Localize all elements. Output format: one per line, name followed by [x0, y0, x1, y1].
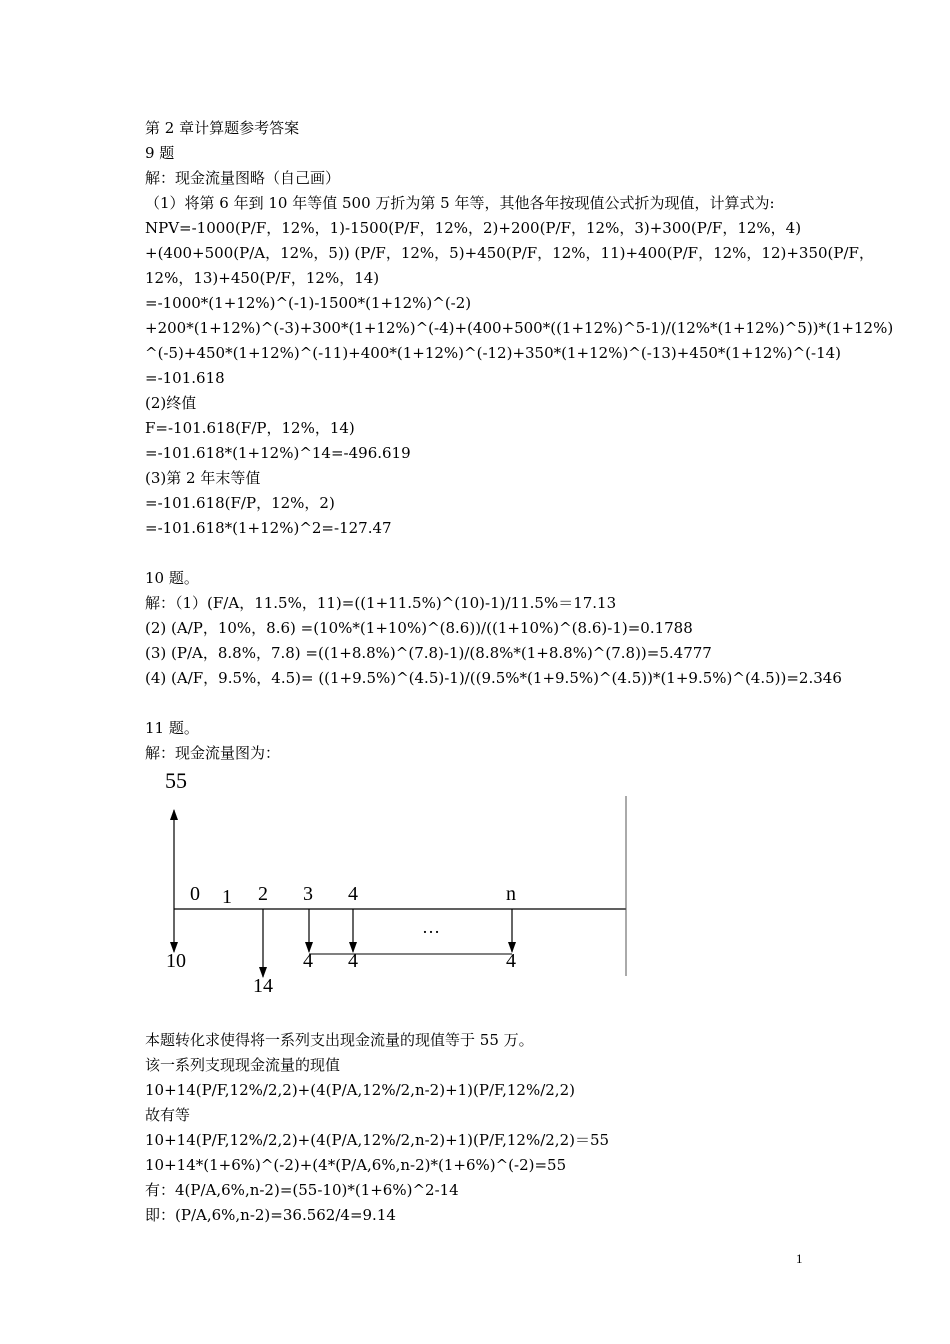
formula-line: =-101.618(F/P，12%，2) [145, 494, 335, 512]
period-label-3: 3 [303, 883, 313, 905]
text-line: 解：现金流量图为： [145, 744, 281, 762]
inflow-arrowhead [170, 809, 178, 820]
page-title: 第 2 章计算题参考答案 [145, 119, 300, 137]
page-content [145, 116, 894, 1228]
text-line: （1）将第 6 年到 10 年等值 500 万折为第 5 年等，其他各年按现值公式折为现值，计算式为: [145, 194, 775, 212]
formula-line: (3) (P/A，8.8%，7.8) =((1+8.8%)^(7.8)-1)/(8.8%*(1+8.8%)^(7.8))=5.4777 [145, 644, 712, 662]
page-number: 1 [796, 1251, 803, 1266]
text-line: 该一系列支现现金流量的现值 [145, 1056, 341, 1074]
ellipsis: … [422, 917, 440, 937]
formula-line: 有：4(P/A,6%,n-2)=(55-10)*(1+6%)^2-14 [145, 1181, 459, 1199]
formula-line: (4) (A/F，9.5%，4.5)= ((1+9.5%)^(4.5)-1)/((9.5%*(1+9.5%)^(4.5))*(1+9.5%)^(4.5))=2.346 [145, 669, 842, 687]
formula-line: (2) (A/P，10%，8.6) =(10%*(1+10%)^(8.6))/((1+10%)^(8.6)-1)=0.1788 [145, 619, 693, 637]
subheading-line: (3)第 2 年末等值 [145, 469, 261, 487]
formula-line: ^(-5)+450*(1+12%)^(-11)+400*(1+12%)^(-12)+350*(1+12%)^(-13)+450*(1+12%)^(-14) [145, 344, 842, 362]
outflow-label-3: 4 [303, 950, 313, 972]
outflow-label-n: 4 [506, 950, 516, 972]
period-label-0: 0 [190, 883, 200, 905]
formula-line: 12%，13)+450(P/F，12%，14) [145, 269, 380, 287]
formula-line: 10+14(P/F,12%/2,2)+(4(P/A,12%/2,n-2)+1)(P/F,12%/2,2)＝55 [145, 1131, 610, 1149]
spacer [145, 541, 825, 566]
formula-line: NPV=-1000(P/F，12%，1)-1500(P/F，12%，2)+200(P/F，12%，3)+300(P/F，12%，4) [145, 219, 802, 237]
formula-line: 解：（1）(F/A，11.5%，11)=((1+11.5%)^(10)-1)/11.5%＝17.13 [145, 594, 617, 612]
outflow-label-4: 4 [348, 950, 358, 972]
formula-line: =-1000*(1+12%)^(-1)-1500*(1+12%)^(-2) [145, 294, 472, 312]
text-line: 故有等 [145, 1106, 191, 1124]
period-label-1: 1 [222, 886, 232, 908]
period-label-4: 4 [348, 883, 358, 905]
section-11-heading: 11 题。 [145, 719, 199, 737]
result-line: =-101.618*(1+12%)^14=-496.619 [145, 444, 411, 462]
result-line: =-101.618*(1+12%)^2=-127.47 [145, 519, 392, 537]
section-10-heading: 10 题。 [145, 569, 199, 587]
inflow-label: 55 [165, 768, 187, 793]
formula-line: +200*(1+12%)^(-3)+300*(1+12%)^(-4)+(400+500*((1+12%)^5-1)/(12%*(1+12%)^5))*(1+12%) [145, 319, 894, 337]
period-label-2: 2 [258, 883, 268, 905]
formula-line: 10+14*(1+6%)^(-2)+(4*(P/A,6%,n-2)*(1+6%)^(-2)=55 [145, 1156, 567, 1174]
cash-flow-svg [145, 766, 825, 1028]
spacer [145, 691, 825, 716]
formula-line: +(400+500(P/A，12%，5)) (P/F，12%，5)+450(P/F，12%，11)+400(P/F，12%，12)+350(P/F， [145, 244, 874, 262]
formula-line: F=-101.618(F/P，12%，14) [145, 419, 355, 437]
cash-flow-diagram [145, 766, 825, 1028]
formula-line: 10+14(P/F,12%/2,2)+(4(P/A,12%/2,n-2)+1)(P/F,12%/2,2) [145, 1081, 575, 1099]
formula-line: 即：(P/A,6%,n-2)=36.562/4=9.14 [145, 1206, 396, 1224]
outflow-label-2: 14 [253, 975, 273, 997]
section-9-heading: 9 题 [145, 144, 175, 162]
result-line: =-101.618 [145, 369, 225, 387]
outflow-label-0: 10 [166, 950, 186, 972]
subheading-line: (2)终值 [145, 394, 197, 412]
text-line: 本题转化求使得将一系列支出现金流量的现值等于 55 万。 [145, 1031, 534, 1049]
period-label-n: n [506, 883, 516, 905]
text-line: 解：现金流量图略（自己画） [145, 169, 341, 187]
